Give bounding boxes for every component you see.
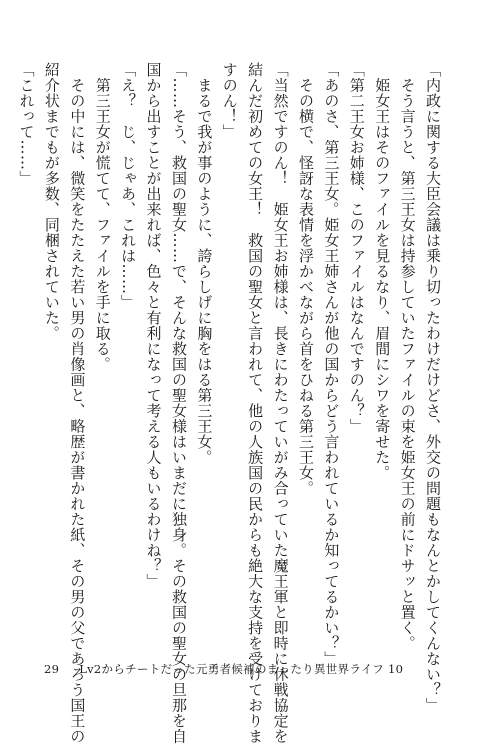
text-line: まるで我が事のように、誇らしげに胸をはる第三王女。 [195,62,214,465]
text-line: その中には、微笑をたたえた若い男の肖像画と、略歴が書かれた紙、その男の父であろう国王の [68,62,87,744]
page-footer [44,661,403,677]
text-line: 紹介状までもが多数、同梱されていた。 [42,62,61,341]
text-line: そう言うと、第三王女は持参していたファイルの束を姫女王の前にドサッと置く。 [398,62,417,651]
text-line: 「これって……」 [17,62,36,186]
text-line: 「……そう、救国の聖女……で、そんな救国の聖女様はいまだに独身。その救国の聖女の旦那を自 [169,62,188,744]
text-line: その横で、怪訝な表情を浮かべながら首をひねる第三王女。 [296,62,315,496]
text-line: 「内政に関する大臣会議は乗り切ったわけだけどさ、外交の問題もなんとかしてくんない？」 [424,62,442,713]
page-number: 29 [44,662,60,676]
text-line: すのん！」 [220,62,239,140]
text-line: 「あのさ、第三王女。姫女王姉さんが他の国からどう言われているか知ってるかい？」 [322,62,341,667]
text-line: 姫女王はそのファイルを見るなり、眉間にシワを寄せた。 [373,62,392,481]
text-line: 結んだ初めての女王！ 救国の聖女と言われて、他の人族国の民からも絶大な支持を受けておりま [246,62,265,744]
text-line: 「第二王女お姉様、このファイルはなんですのん？」 [347,62,366,434]
text-line: 国から出すことが出来れば、色々と有利になって考える人もいるわけね？」 [144,62,163,589]
running-title: Lv2からチートだった元勇者候補のまったり異世界ライフ 10 [79,662,404,676]
text-line: 「当然ですのん！ 姫女王お姉様は、長きにわたっていがみ合っていた魔王軍と即時に休戦協定を [271,62,290,744]
text-line: 第三王女が慌てて、ファイルを手に取る。 [93,62,112,372]
text-line: 「え？ じ、じゃあ、これは……」 [119,62,138,310]
